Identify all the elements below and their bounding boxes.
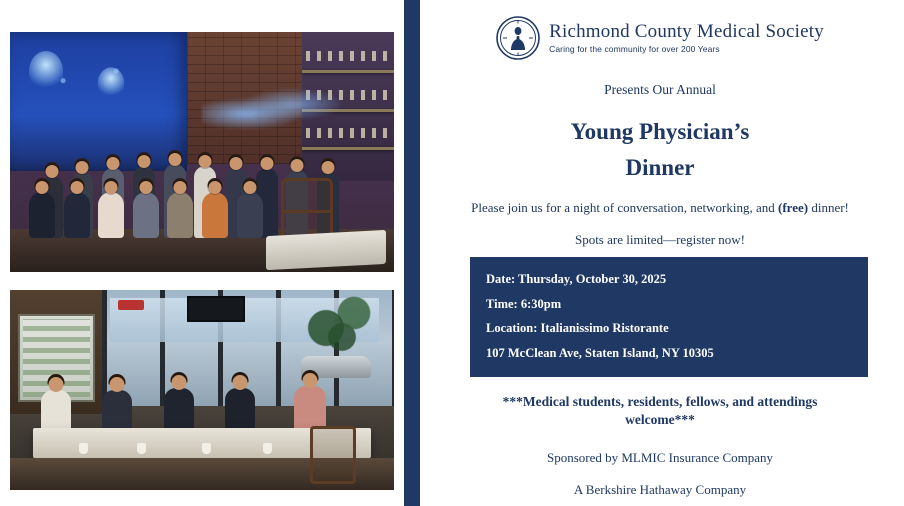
- sponsor-line: Sponsored by MLMIC Insurance Company: [546, 449, 774, 465]
- organization-header: [442, 16, 878, 60]
- content-column: [404, 0, 904, 506]
- group-photo-restaurant: [10, 32, 394, 272]
- photo2-exit-sign: [118, 300, 144, 310]
- organization-tagline: Caring for the community for over 200 Years: [549, 44, 720, 55]
- photo2-tree: [302, 292, 382, 352]
- event-title-line1: Young Physician’s: [570, 119, 750, 144]
- photo2-stool: [310, 426, 356, 484]
- blurb-part1: Please join us for a night of conversation, networking, and: [471, 200, 779, 216]
- organization-names: [549, 22, 824, 55]
- panel-photo-table: [10, 290, 394, 490]
- photo2-cup: [263, 443, 272, 454]
- detail-location: Location: Italianissimo Ristorante: [486, 321, 669, 336]
- photo2-cup: [79, 443, 88, 454]
- photo1-chandelier: [29, 51, 63, 91]
- spots-notice: Spots are limited—register now!: [574, 232, 746, 248]
- photo2-cup: [137, 443, 146, 454]
- medical-society-seal-icon: [496, 16, 540, 60]
- detail-address: 107 McClean Ave, Staten Island, NY 10305: [486, 345, 714, 360]
- event-title: [442, 114, 878, 185]
- photo2-television: [187, 296, 245, 322]
- photo1-crowd: [10, 94, 394, 238]
- photo1-bottles: [306, 51, 390, 61]
- blurb-part2: dinner!: [808, 200, 849, 216]
- organization-name: Richmond County Medical Society: [549, 20, 824, 42]
- photo1-table: [266, 230, 386, 270]
- detail-time: Time: 6:30pm: [486, 296, 562, 311]
- event-blurb: [442, 199, 878, 218]
- blurb-free: (free): [778, 200, 809, 216]
- sponsor-subline: A Berkshire Hathaway Company: [573, 481, 747, 497]
- presents-line: Presents Our Annual: [604, 82, 716, 97]
- event-title-line2: Dinner: [625, 154, 695, 180]
- audience-note-line1: ***Medical students, residents, fellows, and attendings: [502, 394, 818, 410]
- audience-note: [442, 393, 878, 429]
- photo1-shelf: [302, 70, 394, 73]
- detail-date: Date: Thursday, October 30, 2025: [486, 272, 667, 287]
- photo-column: [0, 0, 404, 506]
- event-details-box: [470, 257, 868, 377]
- audience-note-line2: welcome***: [625, 412, 695, 428]
- photo2-cup: [202, 443, 211, 454]
